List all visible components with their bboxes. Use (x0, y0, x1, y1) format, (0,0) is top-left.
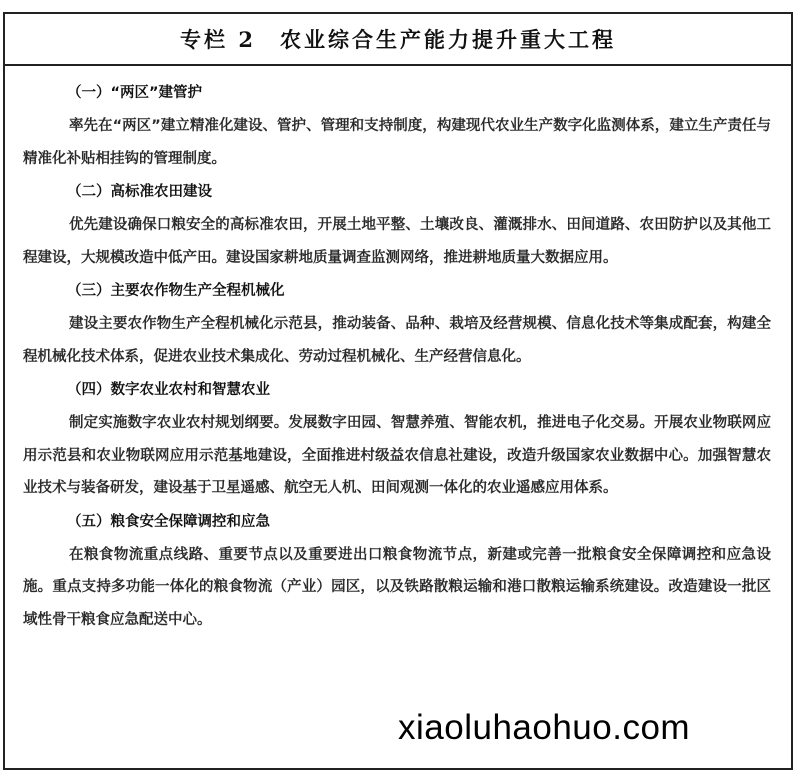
section-body-5: 在粮食物流重点线路、重要节点以及重要进出口粮食物流节点，新建或完善一批粮食安全保障调控和应急设施。重点支持多功能一体化的粮食物流（产业）园区，以及铁路散粮运输和港口散粮运输系统建设。改造建设一批区域性骨干粮食应急配送中心。 (23, 546, 771, 628)
section-heading-3: （三）主要农作物生产全程机械化 (67, 283, 285, 299)
column-title-bar (5, 14, 791, 66)
section-body-3: 建设主要农作物生产全程机械化示范县，推动装备、品种、栽培及经营规模、信息化技术等集成配套，构建全程机械化技术体系，促进农业技术集成化、劳动过程机械化、生产经营信息化。 (23, 316, 771, 365)
section-heading-4: （四）数字农业农村和智慧农业 (67, 382, 270, 398)
section-body-1: 率先在“两区”建立精准化建设、管护、管理和支持制度，构建现代农业生产数字化监测体系，建立生产责任与精准化补贴相挂钩的管理制度。 (23, 118, 771, 167)
column-content (5, 66, 791, 636)
column-title: 专栏 2 农业综合生产能力提升重大工程 (180, 27, 616, 52)
watermark-text: xiaoluhaohuo.com (398, 708, 691, 747)
section-heading-5: （五）粮食安全保障调控和应急 (67, 513, 270, 530)
section-heading-1: （一）“两区”建管护 (67, 85, 203, 101)
section-heading-2: （二）高标准农田建设 (67, 184, 212, 200)
column-box (3, 12, 793, 770)
section-body-2: 优先建设确保口粮安全的高标准农田，开展土地平整、土壤改良、灌溉排水、田间道路、农田防护以及其他工程建设，大规模改造中低产田。建设国家耕地质量调查监测网络，推进耕地质量大数据应用。 (23, 217, 771, 266)
section-body-4: 制定实施数字农业农村规划纲要。发展数字田园、智慧养殖、智能农机，推进电子化交易。开展农业物联网应用示范县和农业物联网应用示范基地建设，全面推进村级益农信息社建设，改造升级国家农业数据中心。加强智慧农业技术与装备研发，建设基于卫星遥感、航空无人机、田间观测一体化的农业遥感应用体系。 (23, 415, 771, 496)
